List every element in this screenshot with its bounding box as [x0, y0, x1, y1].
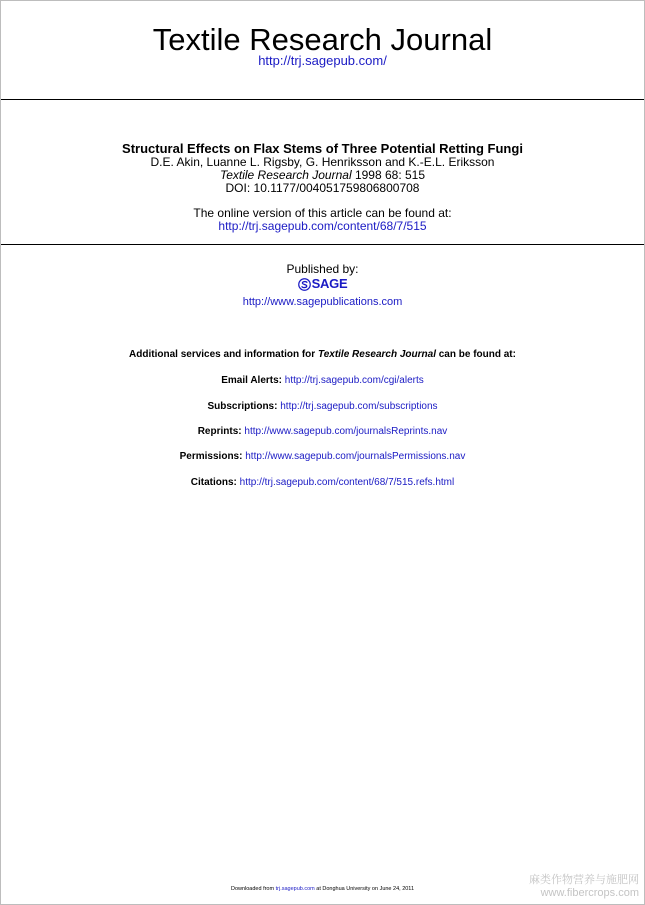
citation-details: 1998 68: 515: [351, 168, 426, 182]
journal-title: Textile Research Journal: [152, 22, 493, 57]
journal-url-link[interactable]: http://trj.sagepub.com/: [258, 53, 387, 68]
service-link-citations[interactable]: http://trj.sagepub.com/content/68/7/515.refs.html: [239, 477, 455, 488]
sage-url-container: [0, 295, 645, 309]
sage-logo-icon: [298, 278, 311, 291]
footer-prefix: Downloaded from: [230, 886, 276, 892]
service-link-subscriptions[interactable]: http://trj.sagepub.com/subscriptions: [280, 401, 438, 412]
service-link-reprints[interactable]: http://www.sagepub.com/journalsReprints.nav: [244, 426, 448, 437]
services-intro: [0, 348, 645, 361]
services-intro-prefix: Additional services and information for: [129, 349, 318, 360]
service-label: Permissions:: [179, 451, 243, 462]
article-doi: DOI: 10.1177/004051759806800708: [225, 181, 420, 195]
top-divider: [1, 99, 644, 100]
services-intro-journal: Textile Research Journal: [317, 349, 436, 360]
service-row-permissions: [0, 450, 645, 463]
footer-suffix: at Donghua University on June 24, 2011: [314, 886, 415, 892]
journal-url-container: [0, 53, 645, 69]
online-url-container: [0, 219, 645, 234]
service-label: Subscriptions:: [207, 401, 278, 412]
middle-divider: [1, 244, 644, 245]
service-link-permissions[interactable]: http://www.sagepub.com/journalsPermissions.nav: [245, 451, 466, 462]
service-label: Citations:: [190, 477, 237, 488]
sage-url-link[interactable]: http://www.sagepublications.com: [242, 296, 403, 308]
watermark-line-2: www.fibercrops.com: [540, 887, 639, 899]
service-row-reprints: [0, 425, 645, 438]
service-link-email-alerts[interactable]: http://trj.sagepub.com/cgi/alerts: [284, 375, 424, 386]
sage-logo-text: SAGE: [311, 276, 348, 291]
service-label: Email Alerts:: [221, 375, 282, 386]
service-row-subscriptions: [0, 400, 645, 413]
article-title: Structural Effects on Flax Stems of Three Potential Retting Fungi: [122, 141, 523, 156]
service-row-citations: [0, 476, 645, 489]
service-row-email-alerts: [0, 374, 645, 387]
services-intro-suffix: can be found at:: [435, 349, 516, 360]
article-authors: D.E. Akin, Luanne L. Rigsby, G. Henriksson and K.-E.L. Eriksson: [150, 155, 495, 169]
footer-link[interactable]: trj.sagepub.com: [275, 886, 315, 892]
sage-logo[interactable]: [0, 276, 645, 292]
service-label: Reprints:: [197, 426, 242, 437]
citation-journal: Textile Research Journal: [219, 168, 352, 182]
published-by-label: Published by:: [286, 262, 359, 276]
site-watermark: [529, 874, 639, 900]
watermark-line-1: 麻类作物营养与施肥网: [529, 874, 639, 886]
online-version-note: The online version of this article can be found at:: [193, 206, 452, 220]
online-url-link[interactable]: http://trj.sagepub.com/content/68/7/515: [218, 219, 427, 233]
